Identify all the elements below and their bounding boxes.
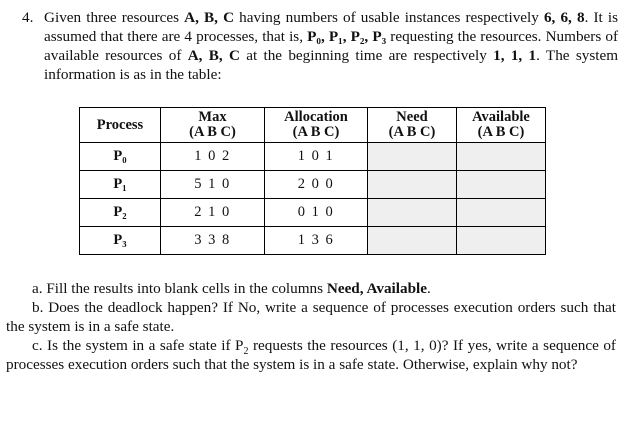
- part-b: b. Does the deadlock happen? If No, write a sequence of processes execution orders such that the system is in a safe state.: [6, 299, 616, 335]
- process-cell: P₂: [80, 199, 161, 227]
- header-process: Process: [80, 108, 161, 143]
- allocation-cell: 2 0 0: [265, 171, 368, 199]
- header-need-abc: (A B C): [388, 124, 436, 140]
- resource-names-2: A, B, C: [187, 47, 240, 64]
- available-cell[interactable]: [457, 143, 546, 171]
- resource-names: A, B, C: [184, 9, 235, 26]
- question-text-part: . It is assumed that there are 4 processes, that is,: [44, 9, 618, 45]
- part-a-bold: Need, Available: [326, 280, 427, 297]
- available-cell[interactable]: [457, 199, 546, 227]
- need-cell[interactable]: [368, 143, 457, 171]
- header-allocation-abc: (A B C): [292, 124, 340, 140]
- max-cell: 5 1 0: [161, 171, 265, 199]
- header-max: [161, 108, 265, 143]
- question-number: 4.: [22, 9, 34, 26]
- initial-available: 1, 1, 1: [493, 47, 537, 64]
- question-text-part: having numbers of usable instances respectively: [234, 9, 544, 26]
- header-allocation: [265, 108, 368, 143]
- process-cell: P₁: [80, 171, 161, 199]
- table-row: [80, 171, 546, 199]
- header-available-label: Available: [472, 109, 530, 125]
- header-allocation-label: Allocation: [284, 109, 348, 125]
- part-c-text: c. Is the system in a safe state if P: [32, 337, 244, 354]
- question-text: [44, 8, 618, 84]
- need-cell[interactable]: [368, 171, 457, 199]
- question-text-part: Given three resources: [44, 9, 185, 26]
- table-row: [80, 199, 546, 227]
- header-available: [457, 108, 546, 143]
- part-a-suffix: .: [426, 280, 431, 297]
- header-need-label: Need: [396, 109, 428, 125]
- part-c-subscript: 2: [243, 346, 249, 358]
- available-cell[interactable]: [457, 227, 546, 255]
- header-max-label: Max: [198, 109, 227, 125]
- part-a-text: a. Fill the results into blank cells in the columns: [32, 280, 327, 297]
- header-max-abc: (A B C): [189, 124, 236, 140]
- part-c-suffix: requests the resources (1, 1, 0)? If yes, write a sequence of processes execution orders such that the system is in a safe state. Otherwise, explain why not?: [6, 337, 616, 373]
- header-available-abc: (A B C): [477, 124, 525, 140]
- allocation-cell: 0 1 0: [265, 199, 368, 227]
- instance-counts: 6, 6, 8: [543, 9, 585, 26]
- header-need: [368, 108, 457, 143]
- available-cell[interactable]: [457, 171, 546, 199]
- max-cell: 3 3 8: [161, 227, 265, 255]
- process-names: P₀, P₁, P₂, P₃: [307, 28, 387, 45]
- allocation-cell: 1 0 1: [265, 143, 368, 171]
- question-text-part: at the beginning time are respectively: [239, 47, 494, 64]
- resource-table: [79, 107, 546, 255]
- part-c: [6, 336, 616, 374]
- max-cell: 1 0 2: [161, 143, 265, 171]
- question-text-part: . The system information is as in the table:: [44, 47, 619, 83]
- table-row: [80, 227, 546, 255]
- need-cell[interactable]: [368, 199, 457, 227]
- need-cell[interactable]: [368, 227, 457, 255]
- process-cell: P₀: [80, 143, 161, 171]
- part-a: [6, 279, 616, 298]
- process-cell: P₃: [80, 227, 161, 255]
- max-cell: 2 1 0: [161, 199, 265, 227]
- table-row: [80, 143, 546, 171]
- table-header-row: [80, 108, 546, 143]
- question-text-part: requesting the resources. Numbers of available resources of: [44, 28, 618, 64]
- allocation-cell: 1 3 6: [265, 227, 368, 255]
- question-4: [22, 8, 618, 84]
- sub-questions: [6, 279, 616, 374]
